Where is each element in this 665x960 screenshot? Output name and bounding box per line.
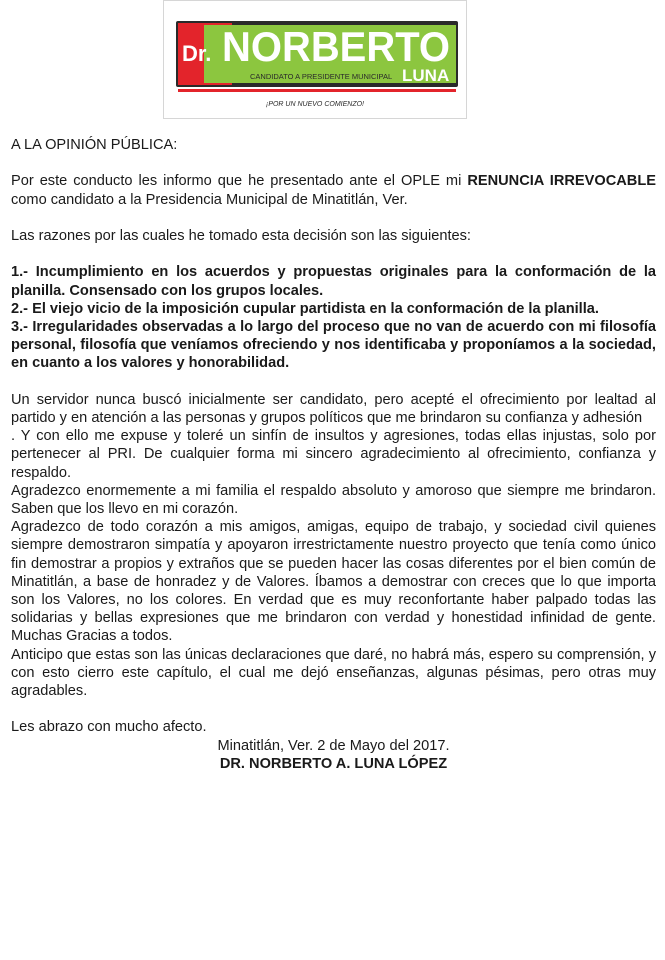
intro-bold: RENUNCIA IRREVOCABLE	[467, 173, 656, 190]
logo-subtitle: CANDIDATO A PRESIDENTE MUNICIPAL	[250, 72, 393, 81]
reasons-intro: Las razones por las cuales he tomado esta decisión son las siguientes:	[11, 227, 471, 244]
campaign-logo-graphic	[164, 1, 466, 118]
intro-text: Por este conducto les informo que he presentado ante el OPLE mi	[11, 173, 468, 190]
salutation: A LA OPINIÓN PÚBLICA:	[11, 137, 178, 153]
body-paragraph-5: Anticipo que estas son las únicas declaraciones que daré, no habrá más, espero su comprensión, y con esto cierro este capítulo, el cual me dejó enseñanzas, algunas pésimas, pero otras muy agradables.	[11, 646, 656, 700]
logo-red-line	[178, 89, 456, 92]
reason-1: 1.- Incumplimiento en los acuerdos y propuestas originales para la conformación de la planilla. Consensado con los grupos locales.	[11, 264, 656, 299]
closing: Les abrazo con mucho afecto.	[11, 719, 207, 736]
intro-paragraph	[11, 172, 656, 208]
logo-last-name: LUNA	[402, 66, 450, 85]
signature: DR. NORBERTO A. LUNA LÓPEZ	[219, 755, 448, 772]
campaign-logo	[163, 0, 467, 119]
reason-3: 3.- Irregularidades observadas a lo largo del proceso que no van de acuerdo con mi filosofía personal, filosofía que veníamos ofreciendo y nos identificaba y proponíamos a la sociedad, en cuanto a los valores y honorabilidad.	[11, 318, 656, 372]
body-paragraph-1: Un servidor nunca buscó inicialmente ser candidato, pero acepté el ofrecimiento por lealtad al partido y en atención a las personas y grupos políticos que me brindaron su confianza y adhesión	[11, 391, 656, 426]
logo-slogan: ¡POR UN NUEVO COMIENZO!	[265, 101, 365, 108]
body-paragraph-4: Agradezco de todo corazón a mis amigos, amigas, equipo de trabajo, y sociedad civil quienes siempre demostraron simpatía y apoyaron irrestrictamente nuestro proyecto que tenía como único fin demostrar a propios y extraños que se pueden hacer las cosas diferentes por el bien común de Minatitlán, a base de honradez y de Valores. Íbamos a demostrar con creces que lo que importa son los Valores, no los colores. En verdad que es muy reconfortante haber palpado todas las solidarias y bellas expresiones que me brindaron con verdad y honestidad infinidad de gente. Muchas Gracias a todos.	[11, 519, 656, 645]
logo-first-name: NORBERTO	[222, 23, 450, 70]
place-date: Minatitlán, Ver. 2 de Mayo del 2017.	[217, 737, 450, 754]
body-paragraph-2: . Y con ello me expuse y toleré un sinfín de insultos y agresiones, todas ellas injustas, solo por pertenecer al PRI. De cualquier forma mi sincero agradecimiento al ofrecimiento, confianza y respaldo.	[11, 428, 656, 481]
body-paragraph-3: Agradezco enormemente a mi familia el respaldo absoluto y amoroso que siempre me brindaron. Saben que los llevo en mi corazón.	[11, 482, 656, 517]
intro-tail: como candidato a la Presidencia Municipal de Minatitlán, Ver.	[11, 191, 408, 208]
logo-prefix: Dr.	[182, 41, 212, 66]
reason-2: 2.- El viejo vicio de la imposición cupular partidista en la conformación de la planilla.	[11, 300, 599, 317]
letter	[11, 136, 656, 773]
